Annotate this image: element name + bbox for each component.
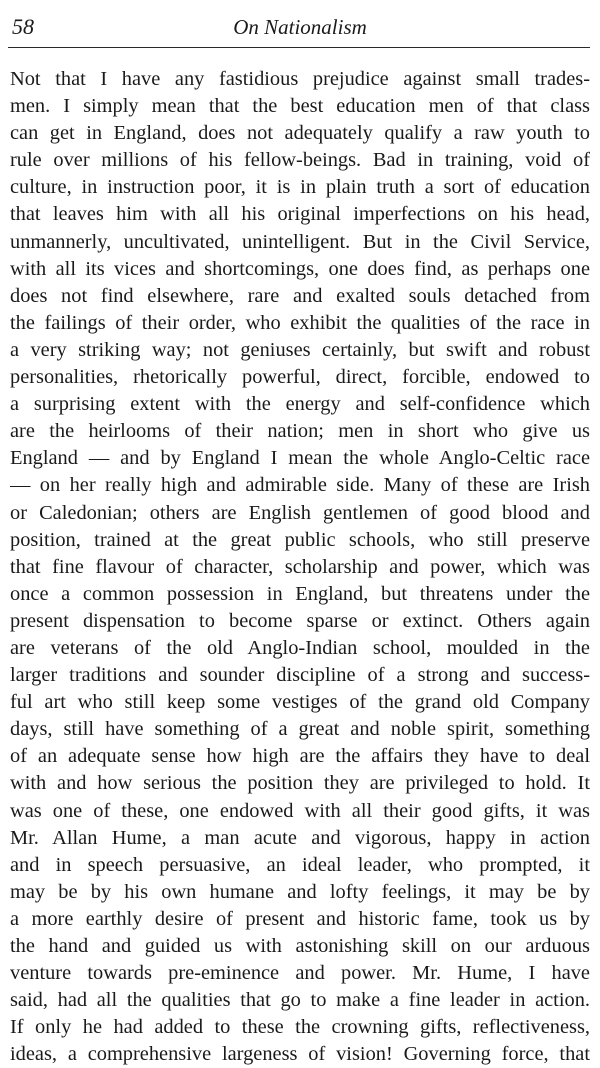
text-line: are the heirlooms of their nation; men in short who give us bbox=[10, 420, 590, 443]
text-line: men. I simply mean that the best education men of that class bbox=[10, 95, 590, 118]
text-line: rule over millions of his fellow-beings. Bad in training, void of bbox=[10, 149, 590, 172]
text-line: was one of these, one endowed with all their good gifts, it was bbox=[10, 799, 590, 822]
text-line: personalities, rhetorically powerful, direct, forcible, endowed to bbox=[10, 366, 590, 389]
text-line: — on her really high and admirable side. Many of these are Irish bbox=[10, 474, 590, 497]
page-number: 58 bbox=[12, 14, 34, 39]
text-line: the hand and guided us with astonishing skill on our arduous bbox=[10, 935, 590, 957]
running-head bbox=[8, 12, 592, 42]
text-line: and in speech persuasive, an ideal leader, who prompted, it bbox=[10, 853, 590, 876]
text-line: that fine flavour of character, scholarship and power, which was bbox=[10, 555, 590, 578]
text-line: with and how serious the position they are privileged to hold. It bbox=[10, 772, 590, 795]
text-line: If only he had added to these the crowning gifts, reflectiveness, bbox=[10, 1016, 590, 1039]
header-rule bbox=[8, 47, 590, 48]
text-line: England — and by England I mean the whole Anglo-Celtic race bbox=[10, 447, 590, 470]
text-line: of an adequate sense how high are the affairs they have to deal bbox=[10, 745, 590, 768]
text-line: days, still have something of a great and noble spirit, something bbox=[10, 718, 590, 741]
text-line: can get in England, does not adequately qualify a raw youth to bbox=[10, 122, 590, 145]
text-line: venture towards pre-eminence and power. Mr. Hume, I have bbox=[10, 962, 590, 985]
text-line: culture, in instruction poor, it is in plain truth a sort of education bbox=[10, 176, 590, 199]
text-line: unmannerly, uncultivated, unintelligent. But in the Civil Service, bbox=[10, 230, 590, 253]
text-line: Mr. Allan Hume, a man acute and vigorous, happy in action bbox=[10, 826, 590, 849]
text-line: are veterans of the old Anglo-Indian school, moulded in the bbox=[10, 636, 590, 659]
running-title: On Nationalism bbox=[233, 15, 367, 39]
text-line: does not find elsewhere, rare and exalted souls detached from bbox=[10, 284, 590, 307]
text-line: ful art who still keep some vestiges of the grand old Company bbox=[10, 691, 590, 714]
text-line: a surprising extent with the energy and self-confidence which bbox=[10, 393, 590, 416]
text-line: the failings of their order, who exhibit the qualities of the race in bbox=[10, 311, 590, 334]
text-line: a more earthly desire of present and historic fame, took us by bbox=[10, 907, 590, 930]
text-line: once a common possession in England, but threatens under the bbox=[10, 582, 590, 605]
text-line: a very striking way; not geniuses certainly, but swift and robust bbox=[10, 338, 590, 361]
text-line: larger traditions and sounder discipline of a strong and success- bbox=[10, 664, 590, 687]
text-line: or Caledonian; others are English gentlemen of good blood and bbox=[10, 501, 590, 524]
text-line: may be by his own humane and lofty feelings, it may be by bbox=[10, 880, 590, 903]
text-line: ideas, a comprehensive largeness of vision! Governing force, that bbox=[10, 1043, 590, 1066]
body-paragraph bbox=[10, 66, 590, 1068]
text-line: present dispensation to become sparse or extinct. Others again bbox=[10, 609, 590, 632]
text-line: said, had all the qualities that go to make a fine leader in action. bbox=[10, 989, 590, 1012]
text-line: that leaves him with all his original imperfections on his head, bbox=[10, 203, 590, 226]
text-line: Not that I have any fastidious prejudice against small trades- bbox=[10, 68, 590, 90]
text-line: with all its vices and shortcomings, one does find, as perhaps one bbox=[10, 257, 590, 280]
text-line: position, trained at the great public schools, who still preserve bbox=[10, 528, 590, 551]
